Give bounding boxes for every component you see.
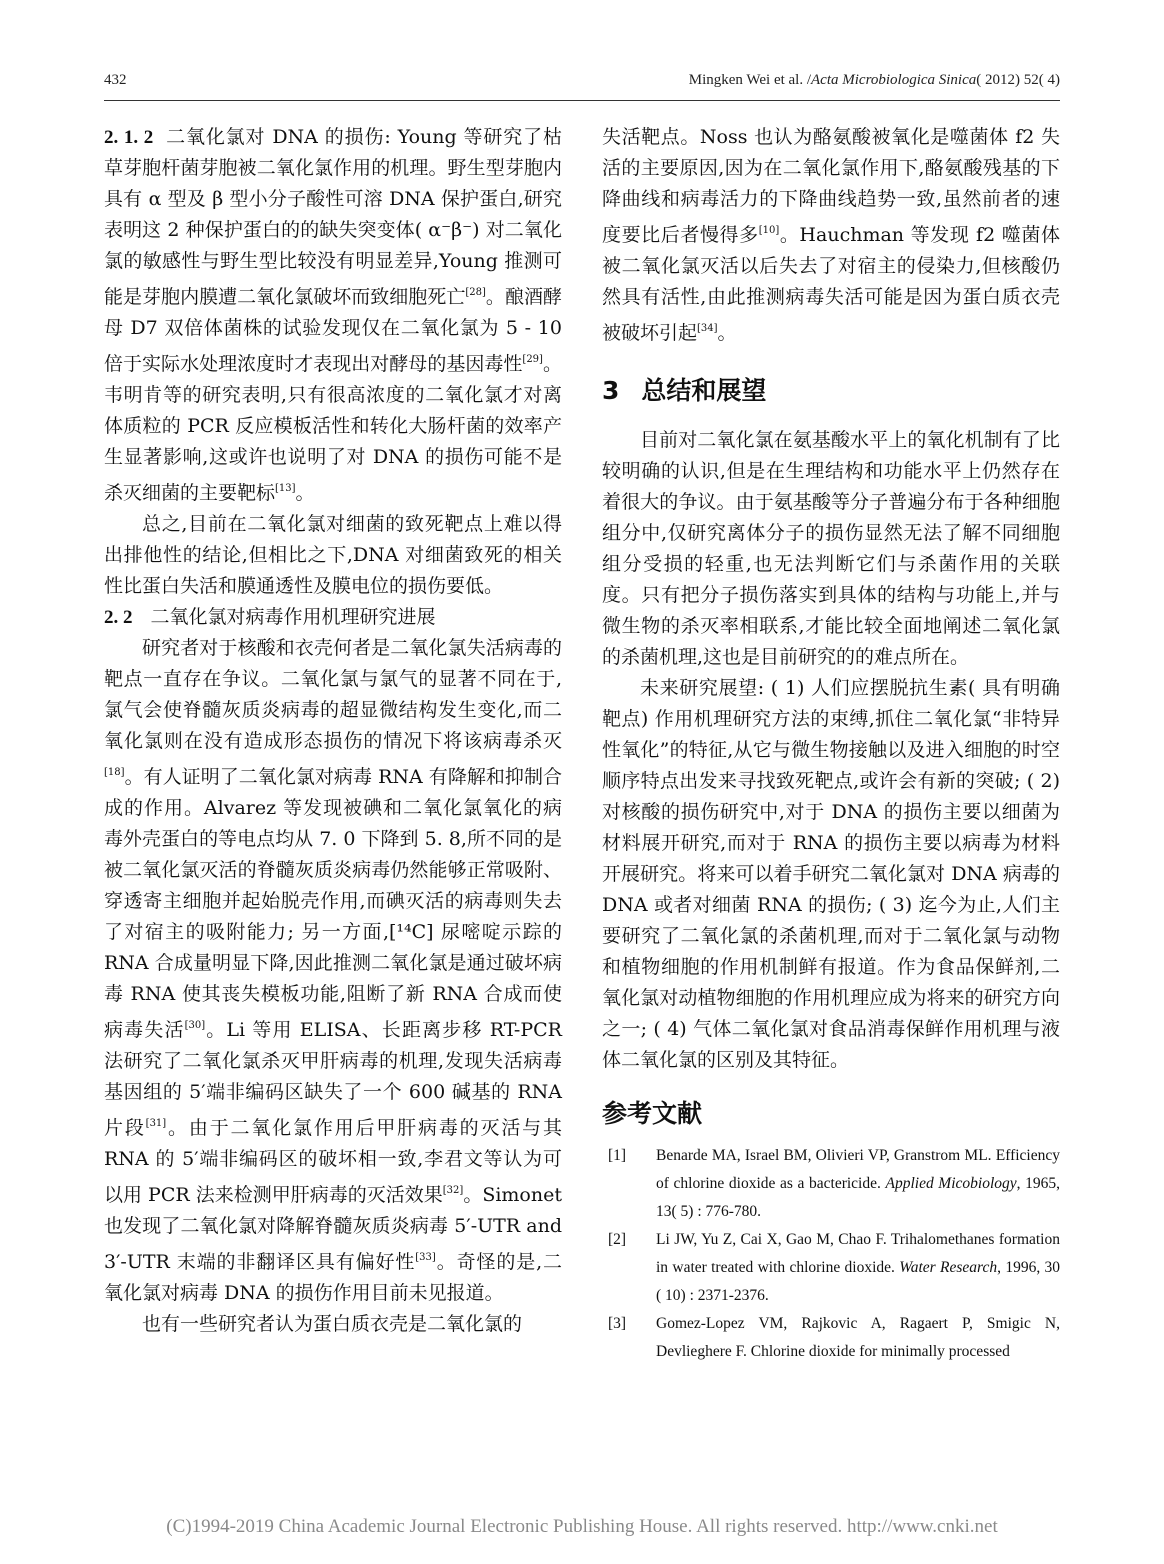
citation-18: [18] — [104, 767, 125, 778]
text-span: , 1965, 13( 5) : 776-780. — [656, 1175, 1060, 1220]
continued-paragraph-start: 也有一些研究者认为蛋白质衣壳是二氧化氯的 — [142, 1313, 523, 1335]
citation-authors: Mingken Wei et al. / — [688, 72, 812, 88]
text-span: , 1996, 30 ( 10) : 2371-2376. — [656, 1259, 1061, 1304]
text-span: 二氧化氯对 DNA 的损伤: Young 等研究了枯草芽胞杆菌芽胞被二氧化氯作用的机理。野生型芽胞内具有 α 型及 β 型小分子酸性可溶 DNA 保护蛋白,研究表明这 2 种保护蛋白的的缺失突变体( α⁻β⁻) 对二氧化氯的敏感性与野生型比较没有明显差异,Young 推测可能是芽胞内膜遭二氧化氯破坏而致细胞死亡 — [104, 126, 563, 308]
reference-text — [656, 1142, 1060, 1226]
journal-citation — [689, 72, 1060, 89]
text-span: 研究者对于核酸和衣壳何者是二氧化氯失活病毒的靶点一直存在争议。二氧化氯与氯气的显著不同在于,氯气会使脊髓灰质炎病毒的超显微结构发生变化,而二氧化氯则在没有造成形态损伤的情况下将该病毒杀灭 — [104, 637, 562, 752]
text-span: 。韦明肯等的研究表明,只有很高浓度的二氧化氯才对离体质粒的 PCR 反应模板活性和转化大肠杆菌的效率产生显著影响,这或许也说明了对 DNA 的损伤可能不是杀灭细菌的主要靶标 — [104, 353, 562, 504]
section-2-2-title: 二氧化氯对病毒作用机理研究进展 — [150, 606, 436, 628]
reference-journal: Applied Micobiology — [885, 1175, 1017, 1192]
section-2-1-2-number: 2. 1. 2 — [104, 127, 154, 148]
copyright-footer: (C)1994-2019 China Academic Journal Electronic Publishing House. All rights reserved. http://www.cnki.net — [166, 1516, 998, 1537]
citation-30: [30] — [184, 1020, 206, 1031]
text-span: 。 — [717, 322, 737, 344]
text-span: 。有人证明了二氧化氯对病毒 RNA 有降解和抑制合成的作用。Alvarez 等发现被碘和二氧化氯氧化的病毒外壳蛋白的等电点均从 7. 0 下降到 5. 8,所不同的是被二氧化氯灭活的脊髓灰质炎病毒仍然能够正常吸附、穿透寄主细胞并起始脱壳作用,而碘灭活的病毒则失去了对宿主的吸附能力; 另一方面,[¹⁴C] 尿嘧啶示踪的 RNA 合成量明显下降,因此推测二氧化氯是通过破坏病毒 RNA 使其丧失模板功能,阻断了新 RNA 合成而使病毒失活 — [104, 766, 562, 1041]
reference-number: [2] — [608, 1231, 627, 1248]
section-2-2-heading — [104, 602, 562, 633]
citation-10: [10] — [758, 225, 780, 236]
reference-item — [602, 1142, 1060, 1226]
citation-31: [31] — [145, 1118, 167, 1129]
journal-name: Acta Microbiologica Sinica — [811, 72, 977, 88]
citation-13: [13] — [275, 483, 296, 494]
text-span: Benarde MA, Israel BM, Olivieri VP, Granstrom ML. Efficiency of chlorine dioxide as a bactericide. — [656, 1147, 1060, 1192]
section-2-2-paragraph — [104, 633, 562, 1309]
references-heading: 参考文献 — [602, 1099, 703, 1128]
citation-29: [29] — [522, 354, 543, 365]
reference-journal: Water Research — [899, 1259, 998, 1276]
text-span: 。由于二氧化氯作用后甲肝病毒的灭活与其 RNA 的 5′端非编码区的破坏相一致,李君文等认为可以用 PCR 法来检测甲肝病毒的灭活效果 — [104, 1117, 562, 1206]
text-span: 。酿酒酵母 D7 双倍体菌株的试验发现仅在二氧化氯为 5 - 10 倍于实际水处理浓度时才表现出对酵母的基因毒性 — [104, 286, 562, 375]
reference-item — [602, 1226, 1060, 1310]
text-span: Li JW, Yu Z, Cai X, Gao M, Chao F. Trihalomethanes formation in water treated with chlorine dioxide. — [656, 1231, 1060, 1276]
text-span: 失活靶点。Noss 也认为酪氨酸被氧化是噬菌体 f2 失活的主要原因,因为在二氧化氯作用下,酪氨酸残基的下降曲线和病毒活力的下降曲线趋势一致,虽然前者的速度要比后者慢得多 — [602, 126, 1060, 246]
text-span: 。Hauchman 等发现 f2 噬菌体被二氧化氯灭活以后失去了对宿主的侵染力,但核酸仍然具有活性,由此推测病毒失活可能是因为蛋白质衣壳被破坏引起 — [602, 224, 1060, 344]
citation-issue: ( 2012) 52( 4) — [976, 72, 1060, 88]
section-3-number: 3 — [602, 376, 620, 405]
reference-text — [656, 1310, 1060, 1366]
citation-33: [33] — [415, 1252, 436, 1263]
text-span: 。Simonet 也发现了二氧化氯对降解脊髓灰质炎病毒 5′-UTR and 3′-UTR 末端的非翻译区具有偏好性 — [104, 1184, 562, 1273]
text-span: 。 — [295, 482, 315, 504]
page-number: 432 — [104, 72, 127, 88]
citation-32: [32] — [442, 1185, 464, 1196]
reference-item — [602, 1310, 1060, 1366]
section-3-title: 总结和展望 — [641, 376, 767, 405]
header-rule — [104, 100, 1060, 101]
section-2-2-number: 2. 2 — [104, 607, 133, 628]
left-column — [104, 122, 562, 1340]
outlook-paragraph: 未来研究展望: ( 1) 人们应摆脱抗生素( 具有明确靶点) 作用机理研究方法的束缚,抓住二氧化氯“非特异性氧化”的特征,从它与微生物接触以及进入细胞的时空顺序特点出发来寻找致死靶点,或许会有新的突破; ( 2) 对核酸的损伤研究中,对于 DNA 的损伤主要以细菌为材料展开研究,而对于 RNA 的损伤主要以病毒为材料开展研究。将来可以着手研究二氧化氯对 DNA 病毒的 DNA 或者对细菌 RNA 的损伤; ( 3) 迄今为止,人们主要研究了二氧化氯的杀菌机理,而对于二氧化氯与动物和植物细胞的作用机制鲜有报道。作为食品保鲜剂,二氧化氯对动植物细胞的作用机理应成为将来的研究方向之一; ( 4) 气体二氧化氯对食品消毒保鲜作用机理与液体二氧化氯的区别及其特征。 — [602, 677, 1060, 1071]
right-column — [602, 122, 1060, 1366]
text-span: 。Li 等用 ELISA、长距离步移 RT-PCR 法研究了二氧化氯杀灭甲肝病毒的机理,发现失活病毒基因组的 5′端非编码区缺失了一个 600 碱基的 RNA 片段 — [104, 1019, 562, 1139]
citation-34: [34] — [697, 323, 718, 334]
citation-28: [28] — [465, 287, 486, 298]
conclusion-paragraph: 目前对二氧化氯在氨基酸水平上的氧化机制有了比较明确的认识,但是在生理结构和功能水平上仍然存在着很大的争议。由于氨基酸等分子普遍分布于各种细胞组分中,仅研究离体分子的损伤显然无法了解不同细胞组分受损的轻重,也无法判断它们与杀菌作用的关联度。只有把分子损伤落实到具体的结构与功能上,并与微生物的杀灭率相联系,才能比较全面地阐述二氧化氯的杀菌机理,这也是目前研究的的难点所在。 — [602, 429, 1060, 668]
reference-text — [656, 1226, 1060, 1310]
text-span: Gomez-Lopez VM, Rajkovic A, Ragaert P, Smigic N, Devlieghere F. Chlorine dioxide for minimally processed — [656, 1315, 1060, 1360]
section-2-1-2-paragraph — [104, 122, 562, 509]
reference-number: [3] — [608, 1315, 627, 1332]
section-3-heading — [602, 371, 1060, 407]
continued-paragraph-end — [602, 122, 1060, 349]
reference-number: [1] — [608, 1147, 627, 1164]
summary-paragraph: 总之,目前在二氧化氯对细菌的致死靶点上难以得出排他性的结论,但相比之下,DNA 对细菌致死的相关性比蛋白失活和膜通透性及膜电位的损伤要低。 — [104, 513, 562, 597]
running-header — [104, 72, 1060, 96]
text-span: 。奇怪的是,二氧化氯对病毒 DNA 的损伤作用目前未见报道。 — [104, 1251, 562, 1304]
